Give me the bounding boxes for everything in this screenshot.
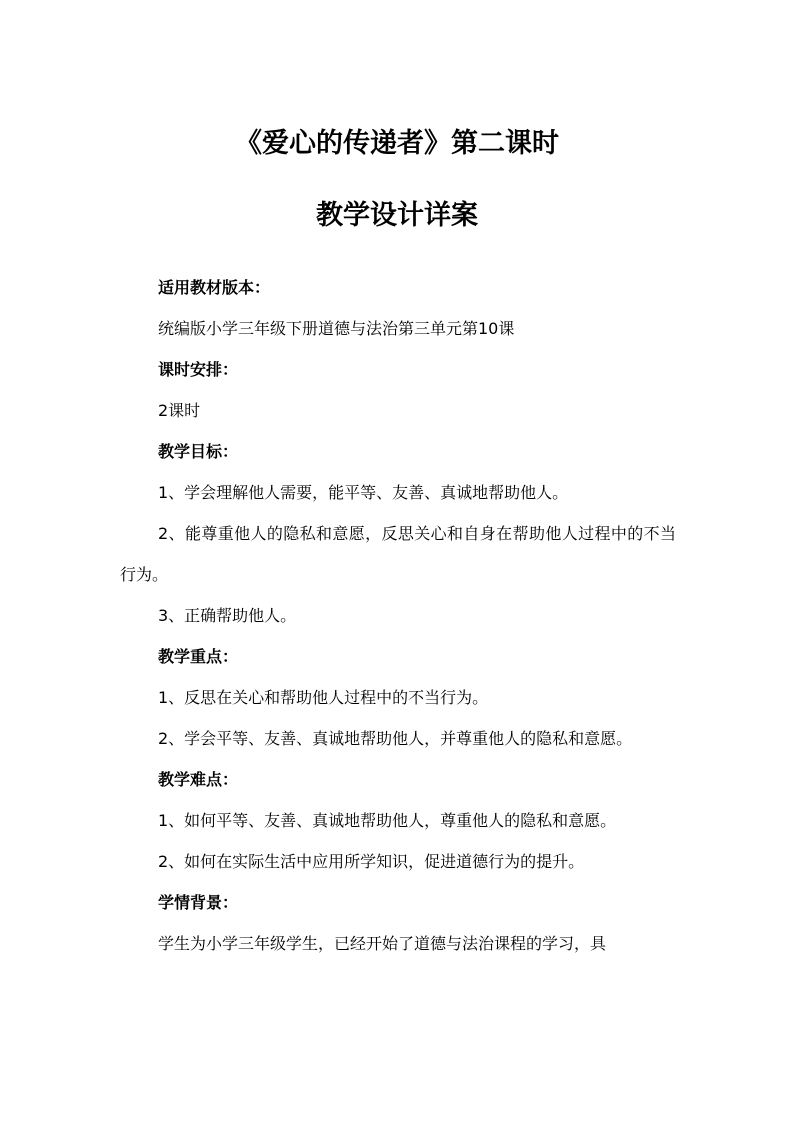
section-content-background: 学生为小学三年级学生，已经开始了道德与法治课程的学习，具 <box>158 934 607 953</box>
section-heading-schedule: 课时安排： <box>158 360 239 379</box>
section-heading-objectives: 教学目标： <box>158 442 239 461</box>
section-content-edition: 统编版小学三年级下册道德与法治第三单元第10课 <box>158 319 515 338</box>
key-point-item: 1、反思在关心和帮助他人过程中的不当行为。 <box>158 688 489 707</box>
section-content-schedule: 2课时 <box>158 401 201 420</box>
objective-item: 1、学会理解他人需要，能平等、友善、真诚地帮助他人。 <box>158 483 569 502</box>
section-heading-background: 学情背景： <box>158 893 239 912</box>
key-point-item: 2、学会平等、友善、真诚地帮助他人，并尊重他人的隐私和意愿。 <box>158 729 633 748</box>
objective-item: 3、正确帮助他人。 <box>158 606 297 625</box>
objective-item: 2、能尊重他人的隐私和意愿，反思关心和自身在帮助他人过程中的不当行为。 <box>120 524 676 584</box>
section-heading-difficulties: 教学难点： <box>158 770 239 789</box>
section-heading-key-points: 教学重点： <box>158 647 239 666</box>
document-subtitle: 教学设计详案 <box>316 200 478 231</box>
document-title: 《爱心的传递者》第二课时 <box>235 128 559 159</box>
section-heading-edition: 适用教材版本： <box>158 278 271 297</box>
document-body <box>120 267 676 964</box>
difficulty-item: 1、如何平等、友善、真诚地帮助他人，尊重他人的隐私和意愿。 <box>158 811 617 830</box>
difficulty-item: 2、如何在实际生活中应用所学知识，促进道德行为的提升。 <box>158 852 585 871</box>
